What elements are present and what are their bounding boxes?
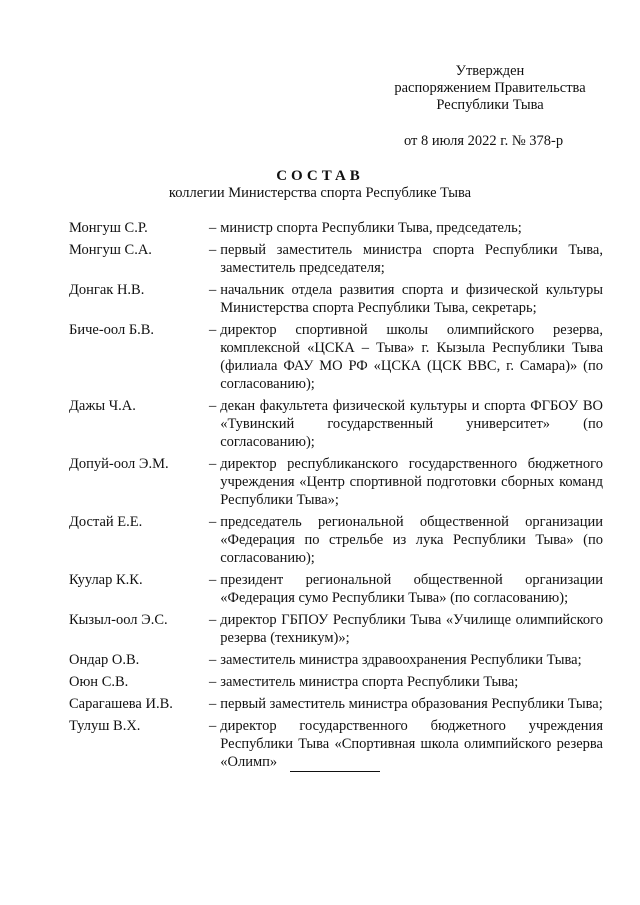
members-list (69, 219, 603, 775)
member-row (69, 571, 603, 607)
approval-line-3: Республики Тыва (436, 97, 544, 113)
member-name: Монгуш С.Р. (69, 220, 148, 236)
member-role-text: начальник отдела развития спорта и физической культуры Министерства спорта Республики Тыва, секретарь; (220, 282, 603, 316)
member-name: Допуй-оол Э.М. (69, 456, 169, 472)
member-role-text: директор республиканского государственного бюджетного учреждения «Центр спортивной подготовки сборных команд Республики Тыва»; (220, 456, 603, 508)
member-dash: – (209, 674, 217, 690)
member-dash: – (209, 242, 217, 258)
member-role (209, 513, 603, 567)
member-role (209, 673, 603, 691)
member-row (69, 241, 603, 277)
member-role (209, 397, 603, 451)
member-name: Ондар О.В. (69, 652, 140, 668)
member-role (209, 455, 603, 509)
member-dash: – (209, 398, 217, 414)
member-dash: – (209, 322, 217, 338)
member-role (209, 241, 603, 277)
document-title: СОСТАВ (276, 168, 364, 184)
member-role (209, 281, 603, 317)
member-role-text: первый заместитель министра образования Республики Тыва; (220, 696, 603, 712)
approval-date: от 8 июля 2022 г. № 378-р (404, 133, 564, 149)
member-role (209, 651, 603, 669)
member-role-text: декан факультета физической культуры и спорта ФГБОУ ВО «Тувинский государственный университет» (по согласованию); (220, 398, 603, 450)
member-role (209, 717, 603, 771)
member-row (69, 673, 603, 691)
member-row (69, 717, 603, 771)
member-role-text: заместитель министра спорта Республики Тыва; (220, 674, 519, 690)
member-row (69, 513, 603, 567)
member-name: Достай Е.Е. (69, 514, 143, 530)
member-role (209, 219, 603, 237)
member-row (69, 281, 603, 317)
member-name: Дажы Ч.А. (69, 398, 136, 414)
member-role-text: директор государственного бюджетного учреждения Республики Тыва «Спортивная школа олимпийского резерва «Олимп» (220, 718, 603, 770)
member-role-text: первый заместитель министра спорта Республики Тыва, заместитель председателя; (220, 242, 603, 276)
member-role-text: министр спорта Республики Тыва, председатель; (220, 220, 522, 236)
member-name: Куулар К.К. (69, 572, 143, 588)
member-role-text: директор ГБПОУ Республики Тыва «Училище олимпийского резерва (техникум)»; (220, 612, 603, 646)
member-role (209, 611, 603, 647)
member-row (69, 695, 603, 713)
document-subtitle: коллегии Министерства спорта Республике Тыва (168, 185, 472, 201)
approval-block (340, 63, 640, 114)
member-role-text: директор спортивной школы олимпийского резерва, комплексной «ЦСКА – Тыва» г. Кызыла Республики Тыва (филиала ФАУ МО РФ «ЦСКА (ЦСК ВВС, г. Самара)» (по согласованию); (220, 322, 603, 392)
member-role (209, 695, 603, 713)
member-row (69, 321, 603, 393)
approval-line-1: Утвержден (455, 63, 525, 79)
member-row (69, 455, 603, 509)
approval-line-2: распоряжением Правительства (394, 80, 586, 96)
member-role (209, 571, 603, 607)
member-name: Донгак Н.В. (69, 282, 145, 298)
member-dash: – (209, 696, 217, 712)
member-role (209, 321, 603, 393)
member-role-text: председатель региональной общественной организации «Федерация по стрельбе из лука Республики Тыва» (по согласованию); (220, 514, 603, 566)
member-row (69, 219, 603, 237)
end-divider (290, 771, 380, 772)
member-dash: – (209, 652, 217, 668)
member-dash: – (209, 282, 217, 298)
member-row (69, 397, 603, 451)
member-name: Оюн С.В. (69, 674, 129, 690)
member-dash: – (209, 514, 217, 530)
member-dash: – (209, 572, 217, 588)
member-dash: – (209, 456, 217, 472)
member-name: Биче-оол Б.В. (69, 322, 155, 338)
member-dash: – (209, 220, 217, 236)
member-role-text: заместитель министра здравоохранения Республики Тыва; (220, 652, 582, 668)
member-dash: – (209, 718, 217, 734)
member-name: Сарагашева И.В. (69, 696, 173, 712)
member-name: Тулуш В.Х. (69, 718, 141, 734)
member-row (69, 611, 603, 647)
member-name: Кызыл-оол Э.С. (69, 612, 168, 628)
member-row (69, 651, 603, 669)
member-role-text: президент региональной общественной организации «Федерация сумо Республики Тыва» (по согласованию); (220, 572, 603, 606)
member-dash: – (209, 612, 217, 628)
member-name: Монгуш С.А. (69, 242, 152, 258)
